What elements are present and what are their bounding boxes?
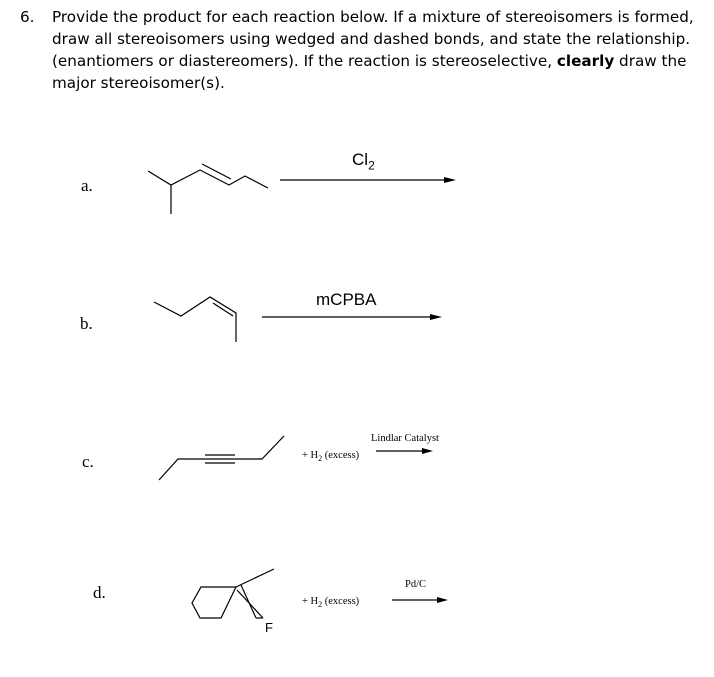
question-number: 6.: [20, 8, 35, 26]
reaction-label-a: a.: [81, 176, 93, 195]
reaction-label-d: d.: [93, 583, 106, 602]
reactant-hydrogen-d: + $H_2$ (excess): [302, 596, 360, 610]
reaction-label-b: b.: [80, 314, 93, 333]
fluorine-atom: F: [265, 620, 273, 635]
catalyst-d: Pd/C: [405, 579, 427, 590]
question-text: Provide the product for each reaction below. If a mixture of stereoisomers is formed, draw all stereoisomers using wedged and dashed bonds, and state the relationship. (enantiomers or diastereomers). If the reaction is stereoselective, clearly draw the major stereoisomer(s).: [52, 8, 694, 92]
reactant-hydrogen-c: + $H_2$ (excess): [302, 450, 360, 464]
reaction-label-c: c.: [82, 452, 94, 471]
reagent-b: mCPBA: [316, 290, 377, 309]
emphasis-clearly: clearly: [556, 52, 615, 70]
catalyst-c: Lindlar Catalyst: [371, 433, 439, 444]
reagent-a: $Cl_2$: [352, 150, 375, 173]
